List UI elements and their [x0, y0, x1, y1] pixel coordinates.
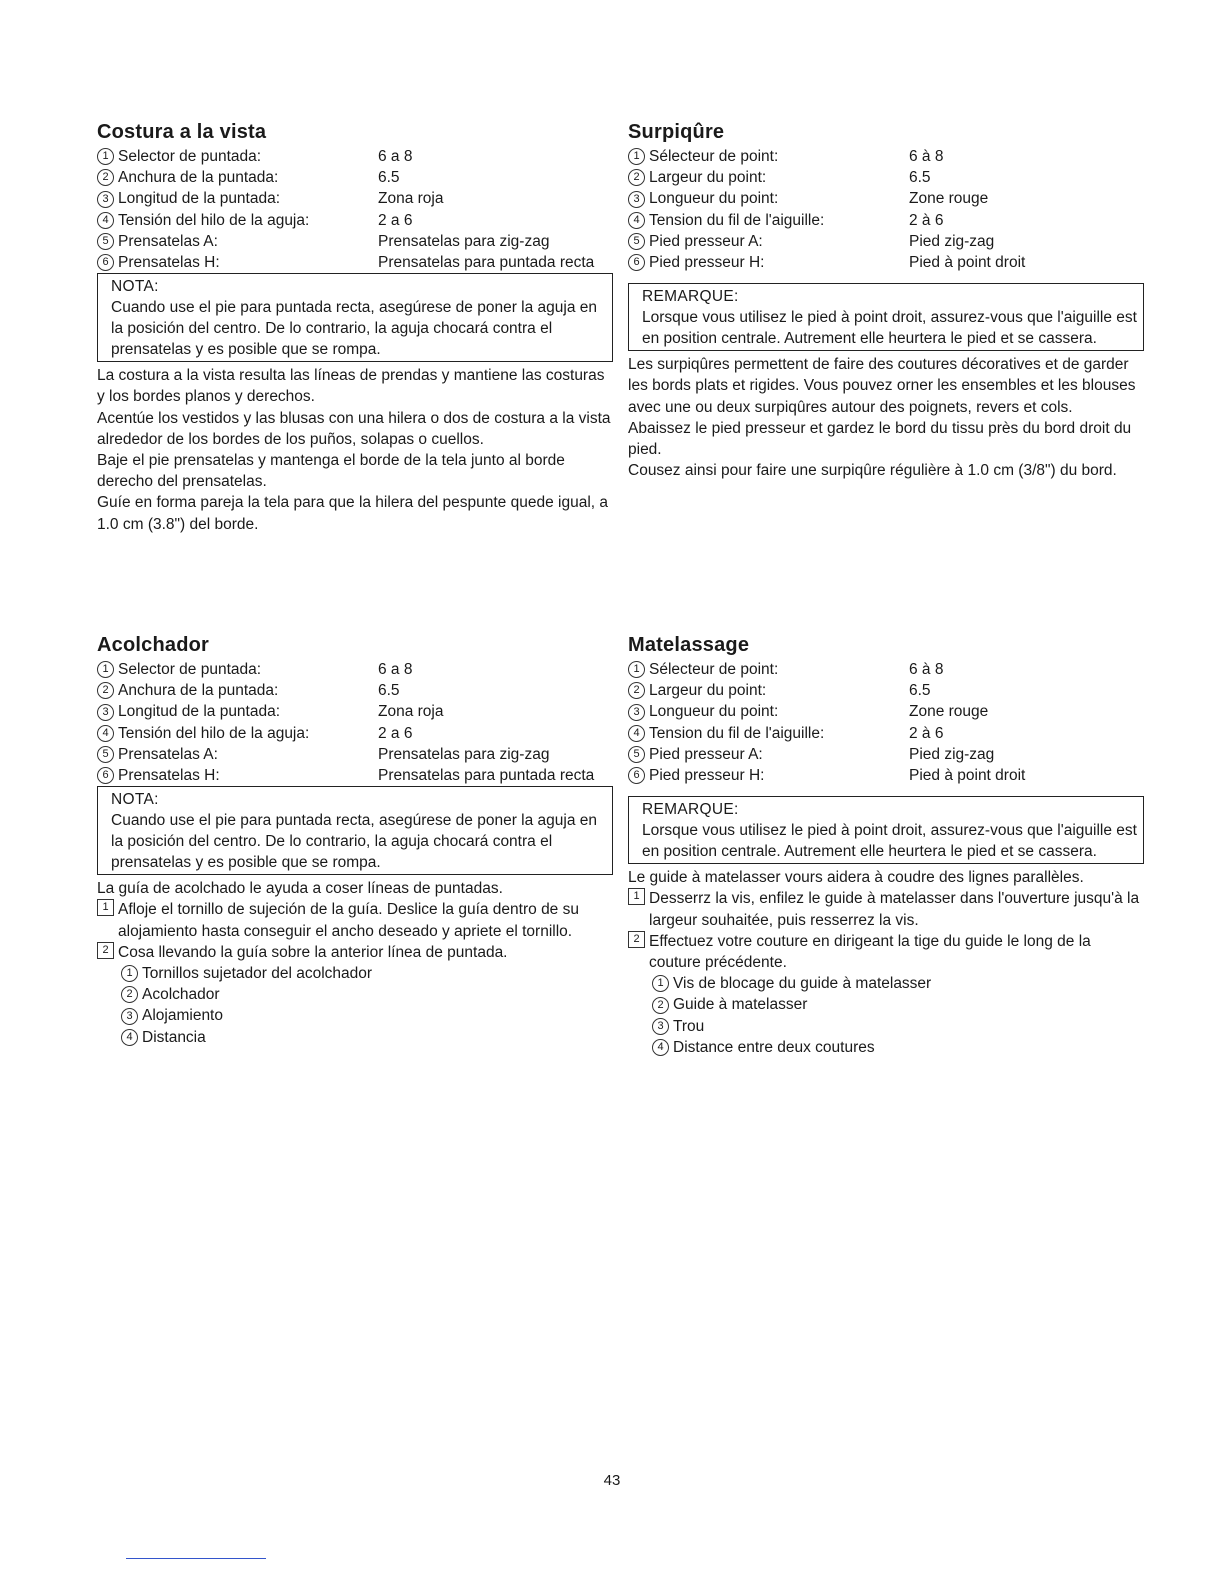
setting-label: Tensión del hilo de la aguja:: [118, 724, 310, 742]
setting-value: 2 a 6: [378, 724, 413, 742]
settings-list: [97, 146, 613, 273]
setting-value: Prensatelas para zig-zag: [378, 232, 550, 250]
circled-number-icon: 4: [628, 212, 645, 229]
note-title: REMARQUE:: [642, 288, 739, 306]
circled-number-icon: 1: [97, 148, 114, 165]
setting-label: Largeur du point:: [649, 169, 767, 187]
setting-value: 6 à 8: [909, 148, 944, 165]
setting-row: [97, 252, 613, 273]
part-label: Distance entre deux coutures: [673, 1038, 875, 1056]
footer-rule: [126, 1558, 266, 1559]
circled-number-icon: 6: [97, 254, 114, 271]
setting-row: [97, 210, 613, 231]
setting-row: [97, 231, 613, 252]
step-item: [628, 888, 1144, 930]
setting-value: Pied à point droit: [909, 254, 1026, 272]
circled-number-icon: 4: [97, 212, 114, 229]
settings-list: [628, 659, 1144, 786]
note-text: Cuando use el pie para puntada recta, asegúrese de poner la aguja en la posición del centro. De lo contrario, la aguja chocará contra el prensatelas y es posible que se rompa.: [111, 812, 598, 872]
setting-row: [97, 167, 613, 188]
setting-value: 6 a 8: [378, 148, 413, 165]
boxed-number-icon: 2: [628, 931, 645, 948]
steps-list: [628, 888, 1144, 973]
circled-number-icon: 2: [652, 997, 669, 1014]
parts-list: [97, 963, 613, 1048]
setting-label: Prensatelas A:: [118, 232, 218, 250]
setting-value: 6 à 8: [909, 661, 944, 678]
setting-label: Prensatelas H:: [118, 254, 220, 272]
circled-number-icon: 4: [97, 725, 114, 742]
setting-row: [628, 744, 1144, 765]
circled-number-icon: 5: [628, 233, 645, 250]
step-text: Afloje el tornillo de sujeción de la guía. Deslice la guía dentro de su alojamiento hasta conseguir el ancho deseado y apriete el tornillo.: [118, 901, 579, 940]
note-box: [97, 786, 613, 875]
body-paragraph: Guíe en forma pareja la tela para que la hilera del pespunte quede igual, a 1.0 cm (3.8") del borde.: [97, 494, 608, 533]
setting-value: Pied à point droit: [909, 767, 1026, 785]
part-item: [121, 1027, 613, 1048]
body-paragraph: Abaissez le pied presseur et gardez le bord du tissu près du bord droit du pied.: [628, 419, 1132, 459]
note-title: REMARQUE:: [642, 801, 739, 819]
setting-label: Tensión del hilo de la aguja:: [118, 211, 310, 229]
section-title: Surpiqûre: [628, 121, 725, 143]
section-body: [628, 354, 1144, 481]
section-matelassage: [628, 632, 1144, 1058]
setting-row: [97, 744, 613, 765]
setting-row: [628, 252, 1144, 273]
setting-row: [628, 188, 1144, 209]
body-paragraph: Acentúe los vestidos y las blusas con una hilera o dos de costura a la vista alrededor de los bordes de los puños, solapas o cuellos.: [97, 409, 611, 448]
setting-label: Prensatelas H:: [118, 767, 220, 785]
setting-row: [97, 765, 613, 786]
section-body: [97, 878, 613, 1048]
setting-label: Pied presseur A:: [649, 745, 763, 763]
circled-number-icon: 5: [97, 746, 114, 763]
note-text: Cuando use el pie para puntada recta, asegúrese de poner la aguja en la posición del centro. De lo contrario, la aguja chocará contra el prensatelas y es posible que se rompa.: [111, 299, 598, 359]
part-item: [121, 963, 613, 984]
boxed-number-icon: 1: [628, 888, 645, 905]
part-label: Guide à matelasser: [673, 996, 808, 1014]
setting-value: Zona roja: [378, 703, 444, 721]
setting-label: Longitud de la puntada:: [118, 190, 281, 208]
circled-number-icon: 3: [121, 1008, 138, 1025]
setting-value: Zone rouge: [909, 703, 989, 721]
body-paragraph: Les surpiqûres permettent de faire des coutures décoratives et de garder les bords plats et rigides. Vous pouvez orner les ensembles et les blouses avec une ou deux surpiqûres autour des poignets, revers et cols.: [628, 356, 1136, 416]
setting-row: [628, 701, 1144, 722]
setting-value: Pied zig-zag: [909, 232, 995, 250]
circled-number-icon: 3: [97, 191, 114, 208]
setting-label: Selector de puntada:: [118, 148, 262, 165]
setting-row: [97, 188, 613, 209]
step-item: [628, 931, 1144, 973]
part-item: [652, 973, 1144, 994]
setting-label: Prensatelas A:: [118, 745, 218, 763]
setting-value: 6.5: [909, 169, 931, 187]
boxed-number-icon: 2: [97, 942, 114, 959]
note-text: Lorsque vous utilisez le pied à point droit, assurez-vous que l'aiguille est en position centrale. Autrement elle heurtera le pied et se cassera.: [642, 822, 1137, 861]
section-body: [628, 867, 1144, 1058]
setting-value: 6 a 8: [378, 661, 413, 678]
setting-label: Longitud de la puntada:: [118, 703, 281, 721]
setting-value: 2 à 6: [909, 724, 944, 742]
circled-number-icon: 1: [97, 661, 114, 678]
setting-label: Sélecteur de point:: [649, 148, 779, 165]
setting-label: Sélecteur de point:: [649, 661, 779, 678]
page-number: 43: [603, 1472, 621, 1489]
section-title: Costura a la vista: [97, 121, 267, 143]
part-item: [652, 994, 1144, 1015]
note-title: NOTA:: [111, 791, 159, 809]
note-box: [628, 283, 1144, 351]
circled-number-icon: 4: [628, 725, 645, 742]
body-paragraph: Baje el pie prensatelas y mantenga el borde de la tela junto al borde derecho del prensatelas.: [97, 452, 565, 491]
setting-label: Anchura de la puntada:: [118, 169, 279, 187]
setting-row: [97, 146, 613, 167]
boxed-number-icon: 1: [97, 899, 114, 916]
part-label: Trou: [673, 1017, 705, 1035]
circled-number-icon: 5: [628, 746, 645, 763]
part-label: Tornillos sujetador del acolchador: [142, 965, 373, 983]
body-intro: La guía de acolchado le ayuda a coser líneas de puntadas.: [97, 880, 503, 898]
circled-number-icon: 2: [628, 682, 645, 699]
setting-value: 2 a 6: [378, 211, 413, 229]
part-label: Vis de blocage du guide à matelasser: [673, 975, 932, 993]
setting-row: [628, 723, 1144, 744]
step-item: [97, 899, 613, 941]
section-title: Acolchador: [97, 634, 210, 656]
circled-number-icon: 2: [97, 682, 114, 699]
circled-number-icon: 3: [628, 191, 645, 208]
circled-number-icon: 5: [97, 233, 114, 250]
setting-value: Prensatelas para zig-zag: [378, 745, 550, 763]
setting-value: 2 à 6: [909, 211, 944, 229]
setting-row: [628, 765, 1144, 786]
step-item: [97, 942, 613, 963]
step-text: Desserrz la vis, enfilez le guide à matelasser dans l'ouverture jusqu'à la largeur souhaitée, puis resserrez la vis.: [649, 890, 1140, 929]
setting-row: [628, 659, 1144, 680]
setting-label: Pied presseur H:: [649, 254, 765, 272]
part-item: [121, 984, 613, 1005]
circled-number-icon: 4: [652, 1039, 669, 1056]
setting-label: Anchura de la puntada:: [118, 682, 279, 700]
circled-number-icon: 6: [628, 767, 645, 784]
parts-list: [628, 973, 1144, 1058]
setting-row: [628, 680, 1144, 701]
part-label: Alojamiento: [142, 1007, 223, 1025]
setting-label: Longueur du point:: [649, 190, 779, 208]
setting-value: Pied zig-zag: [909, 745, 995, 763]
steps-list: [97, 899, 613, 963]
circled-number-icon: 1: [628, 661, 645, 678]
section-body: [97, 365, 613, 535]
part-label: Distancia: [142, 1028, 206, 1046]
setting-label: Pied presseur H:: [649, 767, 765, 785]
setting-row: [628, 210, 1144, 231]
circled-number-icon: 1: [652, 975, 669, 992]
setting-row: [628, 231, 1144, 252]
circled-number-icon: 3: [628, 704, 645, 721]
setting-value: Zone rouge: [909, 190, 989, 208]
section-surpiqure: [628, 119, 1144, 481]
circled-number-icon: 4: [121, 1029, 138, 1046]
setting-row: [97, 723, 613, 744]
part-item: [652, 1037, 1144, 1058]
circled-number-icon: 3: [97, 704, 114, 721]
setting-label: Tension du fil de l'aiguille:: [649, 724, 825, 742]
setting-label: Longueur du point:: [649, 703, 779, 721]
note-text: Lorsque vous utilisez le pied à point droit, assurez-vous que l'aiguille est en position centrale. Autrement elle heurtera le pied et se cassera.: [642, 309, 1137, 348]
note-box: [97, 273, 613, 362]
circled-number-icon: 2: [121, 986, 138, 1003]
settings-list: [628, 146, 1144, 273]
circled-number-icon: 3: [652, 1018, 669, 1035]
circled-number-icon: 6: [97, 767, 114, 784]
setting-row: [97, 659, 613, 680]
part-item: [121, 1005, 613, 1026]
circled-number-icon: 2: [97, 169, 114, 186]
body-paragraph: Cousez ainsi pour faire une surpiqûre régulière à 1.0 cm (3/8") du bord.: [628, 462, 1117, 480]
setting-label: Largeur du point:: [649, 682, 767, 700]
section-title: Matelassage: [628, 634, 750, 656]
body-intro: Le guide à matelasser vours aidera à coudre des lignes parallèles.: [628, 869, 1084, 887]
setting-value: 6.5: [378, 169, 400, 187]
step-text: Effectuez votre couture en dirigeant la tige du guide le long de la couture précédente.: [649, 932, 1091, 972]
settings-list: [97, 659, 613, 786]
body-paragraph: La costura a la vista resulta las líneas de prendas y mantiene las costuras y los bordes planos y derechos.: [97, 367, 605, 406]
part-item: [652, 1016, 1144, 1037]
circled-number-icon: 1: [121, 965, 138, 982]
step-text: Cosa llevando la guía sobre la anterior línea de puntada.: [118, 943, 508, 961]
setting-row: [97, 701, 613, 722]
setting-label: Pied presseur A:: [649, 232, 763, 250]
setting-value: Prensatelas para puntada recta: [378, 254, 595, 272]
section-costura-a-la-vista: [97, 119, 613, 535]
note-title: NOTA:: [111, 278, 159, 296]
setting-row: [628, 167, 1144, 188]
setting-label: Tension du fil de l'aiguille:: [649, 211, 825, 229]
note-box: [628, 796, 1144, 864]
setting-row: [628, 146, 1144, 167]
setting-row: [97, 680, 613, 701]
circled-number-icon: 6: [628, 254, 645, 271]
setting-value: 6.5: [378, 682, 400, 700]
setting-value: Zona roja: [378, 190, 444, 208]
setting-label: Selector de puntada:: [118, 661, 262, 678]
setting-value: Prensatelas para puntada recta: [378, 767, 595, 785]
setting-value: 6.5: [909, 682, 931, 700]
circled-number-icon: 1: [628, 148, 645, 165]
section-acolchador: [97, 632, 613, 1048]
part-label: Acolchador: [142, 986, 220, 1004]
circled-number-icon: 2: [628, 169, 645, 186]
